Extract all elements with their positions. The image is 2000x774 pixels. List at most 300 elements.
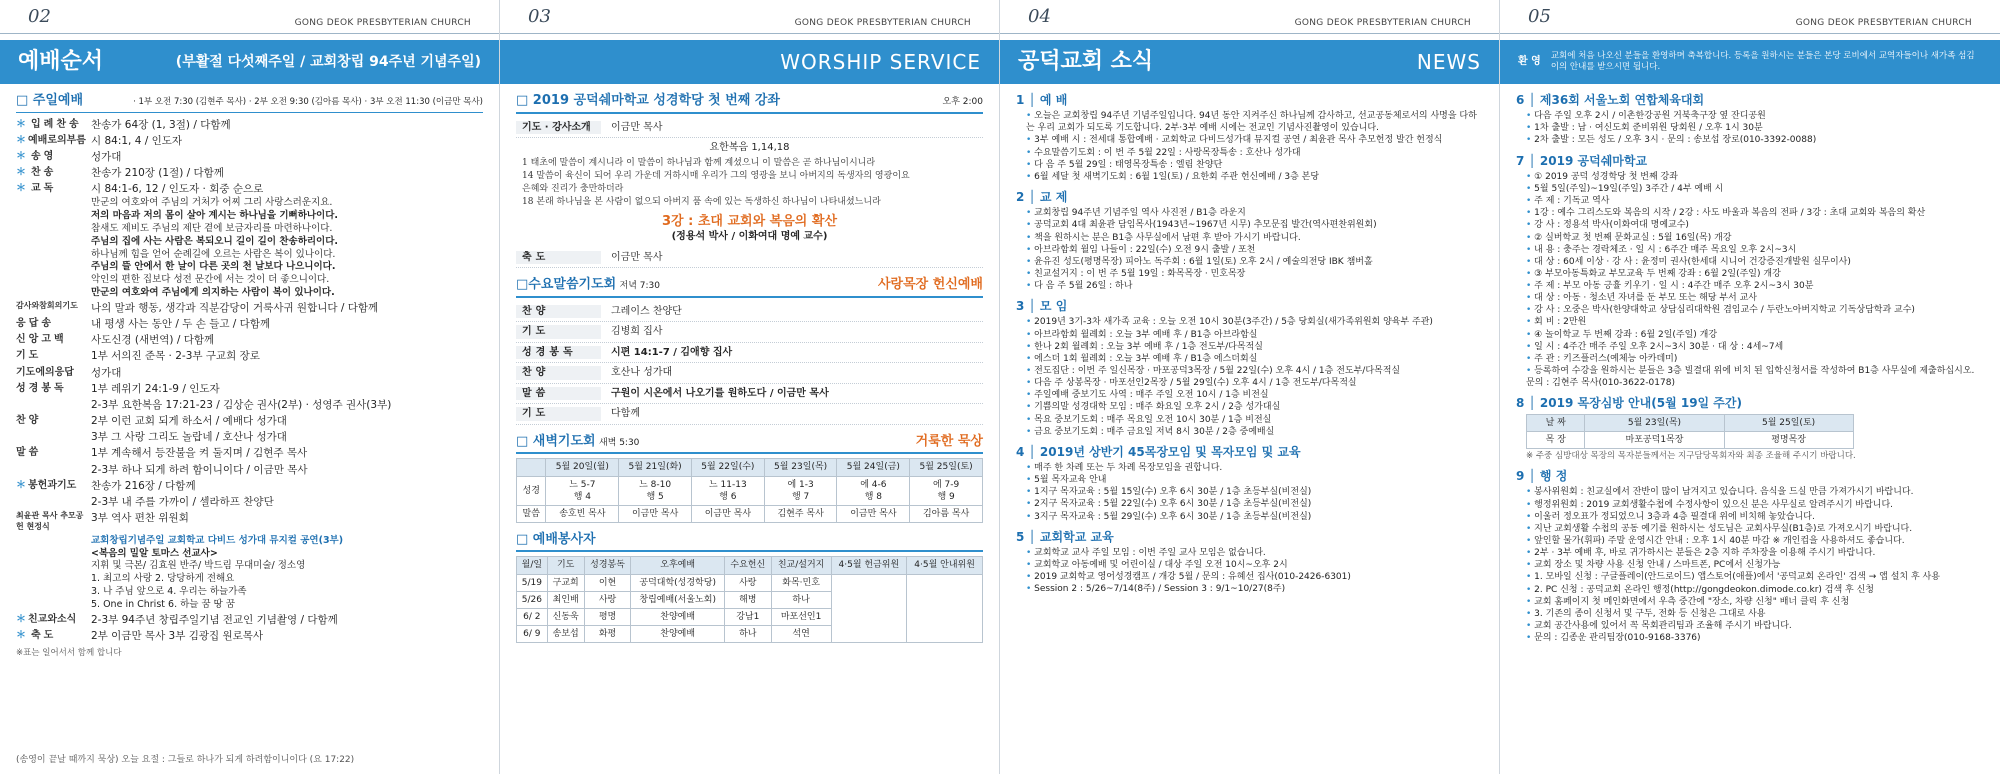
- news-item: • 6월 세달 첫 새벽기도회 : 6월 1일(토) / 요한회 주관 헌신예배 / 3층 본당: [1026, 171, 1483, 183]
- order-value: 2-3부 요한복음 17:21-23 / 김상순 권사(2부) · 성영주 권사(3부): [91, 398, 392, 411]
- wednesday-label: 기도: [516, 325, 601, 339]
- wednesday-row: [516, 343, 983, 364]
- order-label: 최윤관 목사 추모공헌 현정식: [16, 511, 84, 531]
- table-row: [1527, 414, 1854, 431]
- order-value: 2부 이런 교회 되게 하소서 / 예배다 성가대: [91, 415, 287, 428]
- news-item: • ④ 놀이학교 두 번째 강좌 : 6월 2일(주일) 개강: [1526, 329, 1984, 341]
- news-item: • 지난 교회생활 수첩의 공동 예기를 원하시는 성도님은 교회사무실(B1층)로 가져오시기 바랍니다.: [1526, 523, 1984, 535]
- order-label: ＊ 친교와소식: [16, 613, 91, 627]
- wednesday-value: 호산나 성가대: [611, 367, 673, 379]
- news-list: [1500, 84, 2000, 644]
- dawn-preacher: 이금만 목사: [691, 505, 764, 522]
- dawn-theme: 거룩한 묵상: [915, 433, 983, 449]
- news-item: • 문의 : 김종운 관리팀장(010-9168-3376): [1526, 632, 1984, 644]
- wednesday-value: 구원이 시온에서 나오기를 원하도다 / 이금만 목사: [611, 387, 829, 399]
- volunteer-cell: 6/ 9: [517, 626, 548, 643]
- page-header: [1500, 0, 2000, 34]
- order-row: [16, 462, 483, 478]
- church-name: GONG DEOK PRESBYTERIAN CHURCH: [794, 17, 971, 28]
- news-item: • 교회학교 아동예배 및 어린이실 / 대상 주일 오전 10시~오후 2시: [1026, 559, 1483, 571]
- section-title: □ 주일예배: [16, 93, 84, 108]
- wednesday-label: 찬양: [516, 366, 601, 380]
- wednesday-value: 다함께: [611, 408, 640, 420]
- news-section-title: 9 │ 행 정: [1516, 469, 1568, 484]
- order-row: [16, 316, 483, 332]
- volunteer-cell: [907, 574, 983, 643]
- volunteer-cell: 하나: [771, 591, 831, 608]
- page-02: [0, 0, 500, 774]
- benediction-label: 축도: [516, 251, 601, 265]
- news-section-title: 7 │ 2019 공덕쉐마학교: [1516, 153, 1648, 168]
- news-item: • 대 상 : 60세 이상 · 강 사 : 윤정미 권사(한세대 시니어 건강증진개발원 실무이사): [1526, 256, 1984, 268]
- reading-line: 참새도 제비도 주님의 제단 곁에 보금자리를 마련하나이다.: [91, 223, 333, 235]
- standing-note: ※표는 일어서서 함께 합니다: [16, 647, 122, 658]
- musical-line: 3. 나 주님 앞으로 4. 우리는 하늘가족: [91, 585, 247, 597]
- order-value: 1부 서의진 준목 · 2-3부 구교희 장로: [91, 350, 260, 363]
- news-items: [1516, 171, 1984, 390]
- news-item: • 행정위원회 : 2019 교회생활수첩에 수정사항이 있으신 분은 사무실로 알려주시기 바랍니다.: [1526, 499, 1984, 511]
- prayer-value: 이금만 목사: [611, 121, 663, 133]
- volunteer-header: 수요헌신: [724, 557, 771, 574]
- order-label: 응답송: [16, 318, 54, 330]
- news-item: • 아브라함회 월임 나들이 : 22일(수) 오전 9시 출발 / 포천: [1026, 244, 1483, 256]
- news-items: [1516, 486, 1984, 644]
- news-section: [1516, 92, 1984, 147]
- order-label: 감사와참회의기도: [16, 300, 78, 310]
- dawn-preacher: 김현주 목사: [764, 505, 837, 522]
- church-name: GONG DEOK PRESBYTERIAN CHURCH: [1795, 17, 1972, 28]
- table-row: [517, 574, 983, 591]
- visit-header: 5월 25일(토): [1724, 414, 1853, 431]
- visit-cell: 마포공덕1목장: [1585, 431, 1724, 448]
- page-number: 04: [1028, 5, 1051, 27]
- order-value: 시 84:1, 4 / 인도자: [91, 134, 183, 147]
- wednesday-value: 김병희 집사: [611, 326, 663, 338]
- church-name: GONG DEOK PRESBYTERIAN CHURCH: [294, 17, 471, 28]
- volunteer-cell: 사랑: [724, 574, 771, 591]
- volunteer-table: [516, 556, 983, 643]
- musical-line: 지휘 및 극본/ 김효원 반주/ 박드림 무대미술/ 정소영: [91, 560, 306, 572]
- news-section: [1516, 395, 1984, 462]
- visit-note: ※ 주중 심방대상 목장의 목자분들께서는 지구담당목회자와 최종 조율해 주시기 바랍니다.: [1526, 450, 1856, 461]
- page-03: [500, 0, 1000, 774]
- news-item: • 2. PC 신청 : 공덕교회 온라인 행정(http://gongdeokon.dimode.co.kr) 검색 후 신청: [1526, 584, 1984, 596]
- page-banner: [1000, 40, 1499, 84]
- news-section: [1016, 444, 1483, 523]
- visit-header: 날 짜: [1527, 414, 1585, 431]
- dawn-preacher: 이금만 목사: [619, 505, 692, 522]
- order-row: [16, 612, 483, 628]
- volunteer-cell: 찬양예배: [631, 626, 725, 643]
- dawn-table: [516, 458, 983, 523]
- order-value: 찬송가 210장 (1절) / 다함께: [91, 167, 224, 180]
- news-item: • 교회창립 94주년 기념주일 역사 사진전 / B1층 라운지: [1026, 207, 1483, 219]
- order-label: 신앙고백: [16, 334, 67, 346]
- news-item: • 기쁨의말 성경대학 모임 : 매주 화요일 오후 2시 / 2층 성가대실: [1026, 401, 1483, 413]
- news-item: • 5월 5일(주일)~19일(주일) 3주간 / 4부 예배 시: [1526, 183, 1984, 195]
- volunteer-cell: 송보섭: [547, 626, 584, 643]
- service-times: · 1부 오전 7:30 (김현주 목사) · 2부 오전 9:30 (김아름 목사) · 3부 오전 11:30 (이금만 목사): [133, 97, 483, 107]
- order-label: 찬양: [16, 415, 42, 427]
- news-item: • 앞인할 물가(휘파) 주말 운영시간 안내 : 오후 1시 40분 마감 ※ 개인컵을 사용하셔도 좋습니다.: [1526, 535, 1984, 547]
- visit-table: [1526, 414, 1854, 449]
- page-number: 03: [528, 5, 551, 27]
- page-title-english: NEWS: [1416, 49, 1481, 74]
- volunteer-header: 기도: [547, 557, 584, 574]
- dawn-row-label: 말씀: [517, 505, 546, 522]
- news-item: • 대 상 : 아동 · 청소년 자녀를 둔 부모 또는 해당 부서 교사: [1526, 292, 1984, 304]
- dawn-title: □ 새벽기도회: [516, 433, 596, 449]
- news-section: [1516, 153, 1984, 390]
- page-banner: [0, 40, 499, 84]
- dawn-day: 5월 22일(수): [691, 459, 764, 476]
- order-label: 말씀: [16, 447, 42, 459]
- order-value: 성가대: [91, 366, 122, 379]
- wednesday-time: 저녁 7:30: [619, 281, 661, 292]
- order-label: ＊ 봉헌과기도: [16, 479, 91, 493]
- news-item: • 등록하여 수강을 원하시는 분들은 3층 빌결대 위에 비치 된 입학신청서를 작성하여 B1층 사무실에 제출하십시오. 문의 : 김현주 목사(010-3622-0178): [1526, 365, 1984, 389]
- wednesday-row: [516, 363, 983, 384]
- news-item: • 3. 기존의 종이 신청서 및 구두, 전화 등 신청은 그대로 사용: [1526, 608, 1984, 620]
- volunteer-cell: 신동욱: [547, 608, 584, 625]
- news-items: [1016, 207, 1483, 292]
- reading-line: 주님의 뜰 안에서 한 날이 다른 곳의 천 날보다 나으니이다.: [91, 261, 336, 273]
- order-label: ＊ 송영: [16, 150, 91, 164]
- news-item: • 교회학교 교사 주일 모임 : 이번 주일 교사 모임은 없습니다.: [1026, 547, 1483, 559]
- scripture-ref: 요한복음 1,14,18: [709, 142, 790, 154]
- volunteer-cell: 공덕대학(성경학당): [631, 574, 725, 591]
- reading-line: 만군의 여호와여 주님에게 의지하는 사람이 복이 있나이다.: [91, 287, 335, 299]
- order-label: ＊ 예배로의부름: [16, 134, 91, 148]
- news-item: • 매주 한 차례 또는 두 차례 목장모임을 권합니다.: [1026, 462, 1483, 474]
- lecturer: (정용석 박사 / 이화여대 명예 교수): [671, 231, 828, 243]
- news-section: [1016, 529, 1483, 596]
- order-value: 1부 레위기 24:1-9 / 인도자: [91, 382, 220, 395]
- dawn-text: 에 1-3 행 7: [764, 476, 837, 505]
- order-value: 내 평생 사는 동안 / 두 손 들고 / 다함께: [91, 318, 271, 331]
- volunteer-cell: 창립예배(서울노회): [631, 591, 725, 608]
- news-item: • ③ 부모아동특화교 부모교육 두 번째 강좌 : 6월 2일(주일) 개강: [1526, 268, 1984, 280]
- dawn-day: 5월 25일(토): [910, 459, 983, 476]
- order-value: 2부 이금만 목사 3부 김광집 원로목사: [91, 629, 264, 642]
- volunteer-cell: 마포선인1: [771, 608, 831, 625]
- news-item: • ② 실버학교 첫 번째 문화교실 : 5월 16일(목) 개강: [1526, 232, 1984, 244]
- news-item: • 주 제 : 부모 아동 긍휼 키우기 · 일 시 : 4주간 매주 오후 2시~3시 30분: [1526, 280, 1984, 292]
- wednesday-theme: 사랑목장 헌신예배: [878, 277, 983, 293]
- news-items: [1516, 110, 1984, 146]
- order-label: ＊ 축도: [16, 629, 91, 643]
- dawn-preacher: 이금만 목사: [837, 505, 910, 522]
- news-item: • 강 사 : 오중은 박사(한양대학교 상담심리대학원 겸임교수 / 두란노아버지학교 기독상담학과 교수): [1526, 304, 1984, 316]
- table-row: [1527, 431, 1854, 448]
- news-item: • 내 용 : 충주는 경락체조 · 일 시 : 6주간 매주 목요일 오후 2시~3시: [1526, 244, 1984, 256]
- news-item: • 주일예배 중보기도 사역 : 매주 주일 오전 10시 / 1층 비전실: [1026, 389, 1483, 401]
- dawn-text: 느 11-13 행 6: [691, 476, 764, 505]
- order-value: 찬송가 64장 (1, 3절) / 다함께: [91, 118, 231, 131]
- dawn-day: 5월 23일(목): [764, 459, 837, 476]
- volunteer-header: 친교/설거지: [771, 557, 831, 574]
- news-item: • 오늘은 교회창립 94주년 기념주일입니다. 94년 동안 지켜주신 하나님께 감사하고, 선교공동체로서의 사명을 다하는 우리 교회가 되도록 기도합니다. 2부·3부 예배 시에는 전교인 기념사진촬영이 있습니다.: [1026, 110, 1483, 134]
- order-label: [16, 430, 91, 444]
- visit-cell: 평명목장: [1724, 431, 1853, 448]
- order-row: [16, 365, 483, 381]
- news-item: • 아브라함회 월례회 : 오늘 3부 예배 후 / B1층 아브라함실: [1026, 329, 1483, 341]
- volunteer-cell: 화목·민호: [771, 574, 831, 591]
- news-item: • 2차 출발 : 모든 성도 / 오후 3시 · 문의 : 송보섭 장로(010-3392-0088): [1526, 134, 1984, 146]
- volunteer-cell: 5/26: [517, 591, 548, 608]
- welcome-label: 환 영: [1518, 56, 1541, 68]
- order-of-worship: [0, 84, 499, 659]
- page-04: [1000, 0, 1500, 774]
- volunteer-cell: 해병: [724, 591, 771, 608]
- order-row: [16, 381, 483, 397]
- dawn-preacher: 김아름 목사: [910, 505, 983, 522]
- news-section: [1016, 92, 1483, 183]
- volunteer-cell: 강남1: [724, 608, 771, 625]
- order-value: 3부 그 사랑 그리도 놀랍네 / 호산나 성가대: [91, 431, 287, 444]
- volunteer-cell: 사랑: [584, 591, 631, 608]
- news-item: • 1차 출발 : 남 · 여신도회 준비위원 당회원 / 오후 1시 30분: [1526, 122, 1984, 134]
- page-title-english: WORSHIP SERVICE: [780, 49, 981, 74]
- wednesday-label: 말씀: [516, 387, 601, 401]
- news-item: • 책을 원하시는 분은 B1층 사무실에서 남편 후 받아 가시기 바랍니다.: [1026, 232, 1483, 244]
- news-item: • 1. 모바일 신청 : 구글플레이(안드로이드) 앱스토어(애플)에서 '공덕교회 온라인' 검색 → 앱 설치 후 사용: [1526, 571, 1984, 583]
- order-label: ＊ 교독: [16, 182, 91, 196]
- reading-line: 하나님께 힘을 얻어 순례길에 오르는 사람은 복이 있나이다.: [91, 248, 336, 260]
- news-item: • 교회 공간사용에 있어서 꼭 목회관리팀과 조율해 주시기 바랍니다.: [1526, 620, 1984, 632]
- news-section-title: 8 │ 2019 목장심방 안내(5월 19일 주간): [1516, 396, 1742, 411]
- welcome-text: 교회에 처음 나오신 분들을 환영하며 축복합니다. 등록을 원하시는 분들은 본당 로비에서 교역자들이나 새가족 섬김이의 안내를 받으시면 됩니다.: [1550, 50, 1975, 72]
- news-item: • 봉사위원회 : 친교실에서 잔반이 많이 남겨지고 있습니다. 음식을 드실 만큼 가져가시기 바랍니다.: [1526, 486, 1984, 498]
- visit-header: 5월 23일(목): [1585, 414, 1724, 431]
- table-header-blank: [517, 459, 546, 476]
- volunteer-cell: 5/19: [517, 574, 548, 591]
- volunteer-cell: [831, 574, 907, 643]
- order-value: 사도신경 (새번역) / 다함께: [91, 334, 215, 347]
- wednesday-row: [516, 322, 983, 343]
- news-item: • 2019년 3기-3차 새가족 교육 : 오늘 오전 10시 30분(3주간) / 5층 당회실(새가족위원회 양육부 주관): [1026, 316, 1483, 328]
- volunteer-cell: 화평: [584, 626, 631, 643]
- dawn-time: 새벽 5:30: [598, 437, 640, 448]
- news-items: [1016, 547, 1483, 596]
- verse-line: 1 태초에 말씀이 계시니라 이 말씀이 하나님과 함께 계셨으니 이 말씀은 곧 하나님이시니라: [522, 157, 876, 168]
- order-label: 성경봉독: [16, 382, 67, 394]
- news-item: • 5월 목자교육 안내: [1026, 474, 1483, 486]
- page-header: [1000, 0, 1499, 34]
- volunteer-cell: 최인배: [547, 591, 584, 608]
- dawn-text: 에 7-9 행 9: [910, 476, 983, 505]
- reading-line: 악인의 편한 집보다 성전 문간에 서는 것이 더 좋으니이다.: [91, 274, 330, 286]
- news-item: • 다음 주 상봉목장 · 마포선인2목장 / 5월 29일(수) 오후 4시 / 1층 전도부/다목적실: [1026, 377, 1483, 389]
- volunteer-cell: 석연: [771, 626, 831, 643]
- page-subtitle: (부활절 다섯째주일 / 교회창립 94주년 기념주일): [175, 53, 481, 70]
- news-item: • 일 시 : 4주간 매주 주일 오후 2시~3시 30분 · 대 상 : 4세~7세: [1526, 341, 1984, 353]
- news-section: [1516, 468, 1984, 644]
- volunteer-header: 월/일: [517, 557, 548, 574]
- news-list: [1000, 84, 1499, 595]
- visit-cell: 목 장: [1527, 431, 1585, 448]
- volunteer-cell: 6/ 2: [517, 608, 548, 625]
- order-row: [16, 149, 483, 165]
- news-section: [1016, 298, 1483, 438]
- page-title: 공덕교회 소식: [1018, 49, 1154, 75]
- order-value: 2-3부 내 주를 가까이 / 셀라하프 찬양단: [91, 495, 274, 508]
- news-section-title: 2 │ 교 제: [1016, 190, 1068, 205]
- order-value: 성가대: [91, 150, 122, 163]
- reading-line: 만군의 여호와여 주님의 거처가 어찌 그리 사랑스러운지요.: [91, 197, 333, 209]
- musical-title: 교회창립기념주일 교회학교 다비드 성가대 뮤지컬 공연(3부): [91, 534, 344, 546]
- wednesday-value: 그레이스 찬양단: [611, 305, 682, 317]
- news-section-title: 5 │ 교회학교 교육: [1016, 529, 1114, 544]
- prayer-label: 기도 · 강사소개: [516, 121, 601, 135]
- welcome-banner: [1500, 40, 2000, 84]
- news-item: • 다 음 주 5월 26일 : 하나: [1026, 280, 1483, 292]
- news-item: • 교회 장소 및 차량 사용 신청 안내 / 스마트폰, PC에서 신청가능: [1526, 559, 1984, 571]
- dawn-day: 5월 20일(월): [546, 459, 619, 476]
- order-row: [16, 413, 483, 429]
- order-row: [16, 494, 483, 510]
- wednesday-label: 성경봉독: [516, 346, 601, 360]
- news-item: • 1강 : 예수 그리스도와 복음의 시작 / 2강 : 사도 바울과 복음의 전파 / 3강 : 초대 교회와 복음의 확산: [1526, 207, 1984, 219]
- reading-line: 저의 마음과 저의 몸이 살아 계시는 하나님을 기뻐하나이다.: [91, 210, 339, 222]
- wednesday-label: 기도: [516, 407, 601, 421]
- order-label: 기도: [16, 350, 42, 362]
- news-section: [1016, 189, 1483, 292]
- musical-line: 5. One in Christ 6. 하늘 꿈 땅 꿈: [91, 598, 236, 610]
- order-row: [16, 397, 483, 413]
- order-row: [16, 181, 483, 197]
- news-item: • 한나 2회 월례회 : 오늘 3부 예배 후 / 1층 전도부/다목적실: [1026, 341, 1483, 353]
- schema-lecture-time: 오후 2:00: [942, 97, 983, 107]
- dawn-preacher: 송호빈 목사: [546, 505, 619, 522]
- order-label: ＊ 입례찬송: [16, 118, 91, 132]
- page-title: 예배순서: [18, 49, 104, 75]
- dawn-text: 느 5-7 행 4: [546, 476, 619, 505]
- news-item: • 에스더 1회 월례회 : 오늘 3부 예배 후 / B1층 에스더회실: [1026, 353, 1483, 365]
- news-item: • 전도집단 : 이번 주 일신목장 · 마포공덕3목장 / 5월 22일(수) 오후 4시 / 1층 전도부/다목적실: [1026, 365, 1483, 377]
- page-number: 02: [28, 5, 51, 27]
- volunteer-cell: 평명: [584, 608, 631, 625]
- news-item: • 다 음 주 5월 29일 : 태영목장특송 : 엘림 찬양단: [1026, 159, 1483, 171]
- order-value: 2-3부 94주년 창립주일기념 전교인 기념촬영 / 다함께: [91, 613, 338, 626]
- order-row: [16, 429, 483, 445]
- volunteer-title: □ 예배봉사자: [516, 531, 596, 547]
- order-row: [16, 300, 483, 316]
- order-label: [16, 398, 91, 412]
- page-05: [1500, 0, 2000, 774]
- dawn-day: 5월 24일(금): [837, 459, 910, 476]
- order-label: [16, 463, 91, 477]
- volunteer-header: 오후예배: [631, 557, 725, 574]
- footer-verse: (송영이 끝날 때까지 묵상) 오늘 요절 : 그들로 하나가 되게 하려함이니이다 (요 17:22): [16, 754, 355, 765]
- order-value: 1부 계속해서 등잔불을 켜 둘지며 / 김현주 목사: [91, 447, 308, 460]
- news-item: • 교회 홈페이지 첫 메인화면에서 우측 중간에 "장소, 차량 신청" 배너 클릭 후 신청: [1526, 596, 1984, 608]
- news-item: • 목요 중보기도회 : 매주 목요일 오전 10시 30분 / 1층 비전실: [1026, 414, 1483, 426]
- wednesday-value: 시편 14:1-7 / 김애향 집사: [611, 346, 733, 358]
- volunteer-cell: 이현: [584, 574, 631, 591]
- news-section-title: 1 │ 예 배: [1016, 93, 1068, 107]
- news-item: • 주 제 : 기독교 역사: [1526, 195, 1984, 207]
- page-header: [500, 0, 999, 34]
- order-value: 3부 역사 편찬 위원회: [91, 512, 189, 525]
- page-header: [0, 0, 499, 34]
- news-item: • 회 비 : 2만원: [1526, 316, 1984, 328]
- verse-line: 18 본래 하나님을 본 사람이 없으되 아버지 품 속에 있는 독생하신 하나님이 나타내셨느니라: [522, 196, 881, 207]
- order-value: 시 84:1-6, 12 / 인도자 · 회중 순으로: [91, 183, 264, 196]
- news-item: • 친교설거지 : 이 번 주 5월 19일 : 화목목장 · 민호목장: [1026, 268, 1483, 280]
- news-section-title: 4 │ 2019년 상반기 45목장모임 및 목자모임 및 교육: [1016, 444, 1301, 459]
- dawn-row-label: 성경: [517, 476, 546, 505]
- church-name: GONG DEOK PRESBYTERIAN CHURCH: [1294, 17, 1471, 28]
- news-item: • 1지구 목자교육 : 5월 15일(수) 오후 6시 30분 / 1층 초등부실(비전실): [1026, 486, 1483, 498]
- news-item: • 2019 교회학교 영어성경캠프 / 개강 5월 / 문의 : 유혜선 집사(010-2426-6301): [1026, 571, 1483, 583]
- wednesday-title: □수요말씀기도회: [516, 277, 617, 293]
- order-row: [16, 445, 483, 461]
- news-item: • 다음 주일 오후 2시 / 이촌한강공원 거북축구장 옆 잔디공원: [1526, 110, 1984, 122]
- news-items: [1016, 316, 1483, 437]
- news-item: • 3부 예배 시 : 전세대 통합예배 · 교회학교 다비드성가대 뮤지컬 공연 / 최윤관 목사 추모헌정 발간 헌정식: [1026, 134, 1483, 146]
- news-item: • Session 2 : 5/26~7/14(8주) / Session 3 : 9/1~10/27(8주): [1026, 583, 1483, 595]
- volunteer-header: 성경봉독: [584, 557, 631, 574]
- news-item: • 이울러 정오표가 정되었으니 3층과 4층 필결대 위에 비치해 놓았습니다.: [1526, 511, 1984, 523]
- dawn-text: 에 4-6 행 8: [837, 476, 910, 505]
- responsive-reading: [16, 197, 483, 300]
- news-item: • 2부 · 3부 예배 후, 바로 귀가하시는 분들은 2층 지하 주차장을 이용해 주시기 바랍니다.: [1526, 547, 1984, 559]
- dawn-text: 느 8-10 행 5: [619, 476, 692, 505]
- wednesday-row: [516, 404, 983, 425]
- musical-block: [16, 535, 483, 612]
- order-row: [16, 165, 483, 181]
- wednesday-row: [516, 302, 983, 323]
- wednesday-label: 찬양: [516, 305, 601, 319]
- verse-line: 14 말씀이 육신이 되어 우리 가운데 거하시매 우리가 그의 영광을 보니 아버지의 독생자의 영광이요: [522, 170, 910, 181]
- wednesday-row: [516, 384, 983, 405]
- scripture-text: [516, 155, 983, 211]
- verse-line: 은혜와 진리가 충만하더라: [522, 183, 624, 194]
- order-value: 찬송가 216장 / 다함께: [91, 479, 196, 492]
- volunteer-cell: 찬양예배: [631, 608, 725, 625]
- news-item: • 강 사 : 정용석 박사(이화여대 명예교수): [1526, 219, 1984, 231]
- page-banner: [500, 40, 999, 84]
- order-value: 2-3부 하나 되게 하려 함이니이다 / 이금만 목사: [91, 463, 308, 476]
- news-item: • ① 2019 공덕 성경학당 첫 번째 강좌: [1526, 171, 1984, 183]
- volunteer-cell: 구교희: [547, 574, 584, 591]
- lecture-title: 3강 : 초대 교회와 복음의 확산: [661, 213, 837, 229]
- news-item: • 공덕교회 4대 최윤관 담임목사(1943년~1967년 시무) 추모문집 발간(역사편찬위원회): [1026, 219, 1483, 231]
- volunteer-header: 4·5월 헌금위원: [831, 557, 907, 574]
- order-row: [16, 117, 483, 133]
- order-value: 나의 말과 행동, 생각과 직분감당이 거룩사귀 원합니다 / 다함께: [91, 301, 379, 314]
- news-item: • 2지구 목자교육 : 5월 22일(수) 오후 6시 30분 / 1층 초등부실(비전실): [1026, 498, 1483, 510]
- news-item: • 금요 중보기도회 : 매주 금요일 저녁 8시 30분 / 2층 중예배실: [1026, 426, 1483, 438]
- musical-line: 1. 최고의 사랑 2. 당당하게 전해요: [91, 573, 235, 585]
- page-number: 05: [1528, 5, 1551, 27]
- news-item: • 수요말씀기도회 : 이 번 주 5월 22일 : 사랑목장특송 : 호산나 성가대: [1026, 147, 1483, 159]
- news-section-title: 6 │ 제36회 서울노회 연합체육대회: [1516, 93, 1705, 107]
- order-label: ＊ 찬송: [16, 166, 91, 180]
- benediction-value: 이금만 목사: [611, 251, 663, 263]
- news-section-title: 3 │ 모 임: [1016, 299, 1068, 314]
- order-row: [16, 133, 483, 149]
- order-label: 기도에의응답: [16, 366, 74, 378]
- musical-subtitle: <복음의 밀알 토마스 선교사>: [91, 547, 218, 559]
- order-row: [16, 478, 483, 494]
- order-row: [16, 510, 483, 534]
- volunteer-header: 4·5월 안내위원: [907, 557, 983, 574]
- news-item: • 주 관 : 키즈플러스(예체능 아카데미): [1526, 353, 1984, 365]
- order-row: [16, 348, 483, 364]
- order-row: [16, 628, 483, 644]
